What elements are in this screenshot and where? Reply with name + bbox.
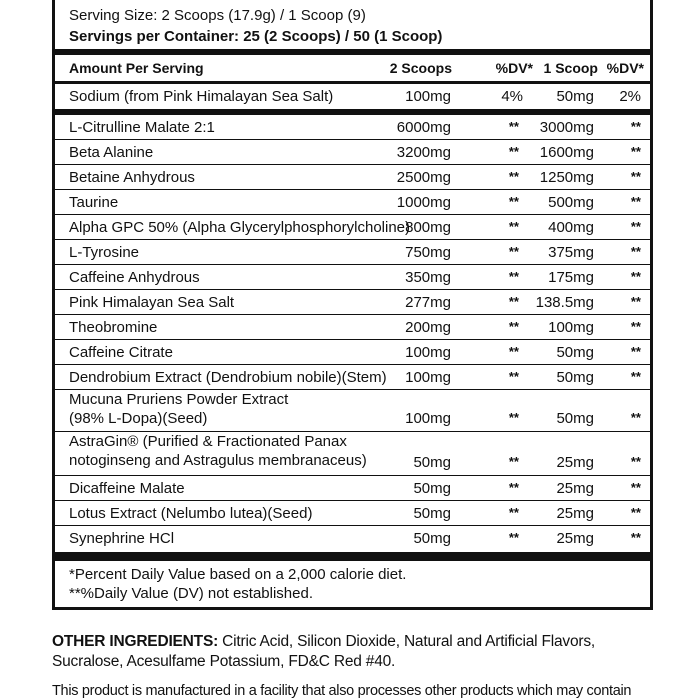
dv-one-scoop: ** [630, 244, 641, 259]
dv-two-scoops: ** [508, 369, 519, 384]
other-ingredients [52, 632, 662, 672]
amount-two-scoops: 2500mg [396, 169, 451, 186]
amount-one-scoop: 375mg [548, 244, 594, 261]
amount-per-serving-header: Amount Per Serving [69, 60, 204, 76]
dv-one-scoop: ** [630, 194, 641, 209]
other-ingredients-text: Citric Acid, Silicon Dioxide, Natural and Artificial Flavors, Sucralose, Acesulfame Potassium, FD&C Red #40. [52, 633, 596, 670]
dv-two-scoops: ** [508, 244, 519, 259]
dv-one-scoop: ** [630, 410, 641, 425]
ingredient-name: L-Citrulline Malate 2:1 [69, 119, 215, 136]
amount-one-scoop: 100mg [548, 319, 594, 336]
ingredient-row [55, 340, 650, 365]
ingredient-row [55, 115, 650, 140]
ingredient-name-cont: (98% L-Dopa)(Seed) [69, 410, 208, 427]
two-scoops-header: 2 Scoops [389, 60, 452, 76]
ingredient-row [55, 315, 650, 340]
dv-one-scoop: ** [630, 294, 641, 309]
dv-two-scoops: ** [508, 119, 519, 134]
ingredient-name: Betaine Anhydrous [69, 169, 195, 186]
dv-two-scoops: ** [508, 505, 519, 520]
footnote-not-established: **%Daily Value (DV) not established. [69, 585, 314, 602]
amount-one-scoop: 500mg [548, 194, 594, 211]
ingredient-row [55, 365, 650, 390]
dv-two-scoops: ** [508, 319, 519, 334]
amount-two-scoops: 6000mg [396, 119, 451, 136]
dv-one-scoop: ** [630, 144, 641, 159]
amount-two-scoops: 200mg [405, 319, 451, 336]
amount-two-scoops: 750mg [405, 244, 451, 261]
ingredient-row [55, 215, 650, 240]
dv-two-scoops: ** [508, 454, 519, 469]
dv-one-scoop: ** [630, 269, 641, 284]
amount-two-scoops: 100mg [405, 410, 451, 427]
ingredient-name: AstraGin® (Purified & Fractionated Panax [69, 433, 347, 450]
dv-one-scoop: ** [630, 169, 641, 184]
dv-header-2: %DV* [606, 60, 644, 76]
amount-two-scoops: 100mg [405, 88, 451, 105]
amount-one-scoop: 1600mg [539, 144, 594, 161]
footnote-dv: *Percent Daily Value based on a 2,000 calorie diet. [69, 566, 407, 583]
ingredient-row [55, 432, 650, 476]
amount-two-scoops: 50mg [413, 505, 451, 522]
ingredient-name-cont: notoginseng and Astragulus membranaceus) [69, 452, 367, 469]
ingredient-row [55, 240, 650, 265]
dv-two-scoops: ** [508, 194, 519, 209]
dv-one-scoop: ** [630, 530, 641, 545]
ingredient-name: Pink Himalayan Sea Salt [69, 294, 235, 311]
ingredient-row [55, 476, 650, 501]
ingredient-name: Alpha GPC 50% (Alpha Glycerylphosphorylcholine) [69, 219, 411, 236]
amount-one-scoop: 50mg [556, 410, 594, 427]
amount-two-scoops: 50mg [413, 480, 451, 497]
amount-two-scoops: 100mg [405, 344, 451, 361]
dv-two-scoops: ** [508, 219, 519, 234]
amount-one-scoop: 138.5mg [535, 294, 594, 311]
amount-two-scoops: 800mg [405, 219, 451, 236]
ingredient-name: L-Tyrosine [69, 244, 140, 261]
amount-one-scoop: 25mg [556, 454, 594, 471]
ingredient-name: Synephrine HCl [69, 530, 175, 547]
dv-two-scoops: ** [508, 144, 519, 159]
amount-two-scoops: 350mg [405, 269, 451, 286]
ingredient-row [55, 390, 650, 432]
ingredient-row [55, 526, 650, 550]
dv-two-scoops: ** [508, 410, 519, 425]
dv-two-scoops: ** [508, 344, 519, 359]
serving-size: Serving Size: 2 Scoops (17.9g) / 1 Scoop (9) [69, 7, 366, 24]
ingredient-name: Caffeine Citrate [69, 344, 173, 361]
ingredient-row [55, 290, 650, 315]
amount-two-scoops: 50mg [413, 530, 451, 547]
dv-one-scoop: ** [630, 319, 641, 334]
amount-one-scoop: 25mg [556, 480, 594, 497]
amount-one-scoop: 175mg [548, 269, 594, 286]
amount-one-scoop: 50mg [556, 88, 594, 105]
column-header-row [55, 55, 650, 81]
amount-one-scoop: 1250mg [539, 169, 594, 186]
amount-two-scoops: 1000mg [396, 194, 451, 211]
supplement-facts-panel [52, 0, 653, 610]
amount-one-scoop: 3000mg [539, 119, 594, 136]
dv-one-scoop: ** [630, 369, 641, 384]
facility-disclaimer: This product is manufactured in a facility that also processes other products which may contain [52, 683, 632, 699]
dv-one-scoop: ** [630, 480, 641, 495]
ingredient-row [55, 265, 650, 290]
dv-two-scoops: ** [508, 169, 519, 184]
one-scoop-header: 1 Scoop [543, 60, 598, 76]
servings-per-container: Servings per Container: 25 (2 Scoops) / 50 (1 Scoop) [69, 28, 443, 45]
nutrient-name: Sodium (from Pink Himalayan Sea Salt) [69, 88, 334, 105]
amount-one-scoop: 25mg [556, 505, 594, 522]
amount-one-scoop: 25mg [556, 530, 594, 547]
ingredient-name: Lotus Extract (Nelumbo lutea)(Seed) [69, 505, 313, 522]
dv-two-scoops: ** [508, 269, 519, 284]
bottom-divider [55, 552, 650, 561]
amount-two-scoops: 3200mg [396, 144, 451, 161]
dv-one-scoop: ** [630, 454, 641, 469]
dv-two-scoops: ** [508, 530, 519, 545]
ingredient-name: Beta Alanine [69, 144, 154, 161]
amount-two-scoops: 100mg [405, 369, 451, 386]
dv-one-scoop: 2% [619, 88, 641, 105]
ingredient-row [55, 165, 650, 190]
dv-one-scoop: ** [630, 344, 641, 359]
ingredient-row [55, 140, 650, 165]
ingredient-name: Dicaffeine Malate [69, 480, 185, 497]
amount-one-scoop: 400mg [548, 219, 594, 236]
sodium-row [55, 84, 650, 109]
ingredient-name: Caffeine Anhydrous [69, 269, 200, 286]
dv-one-scoop: ** [630, 119, 641, 134]
amount-two-scoops: 50mg [413, 454, 451, 471]
ingredient-name: Mucuna Pruriens Powder Extract [69, 391, 289, 408]
ingredient-name: Dendrobium Extract (Dendrobium nobile)(Stem) [69, 369, 387, 386]
dv-two-scoops: 4% [501, 88, 523, 105]
ingredient-row [55, 501, 650, 526]
ingredient-row [55, 190, 650, 215]
dv-header-1: %DV* [495, 60, 533, 76]
amount-one-scoop: 50mg [556, 344, 594, 361]
amount-one-scoop: 50mg [556, 369, 594, 386]
other-ingredients-label: OTHER INGREDIENTS: [52, 633, 219, 650]
dv-one-scoop: ** [630, 505, 641, 520]
amount-two-scoops: 277mg [405, 294, 451, 311]
dv-two-scoops: ** [508, 294, 519, 309]
dv-two-scoops: ** [508, 480, 519, 495]
ingredient-name: Taurine [69, 194, 119, 211]
dv-one-scoop: ** [630, 219, 641, 234]
ingredient-name: Theobromine [69, 319, 158, 336]
